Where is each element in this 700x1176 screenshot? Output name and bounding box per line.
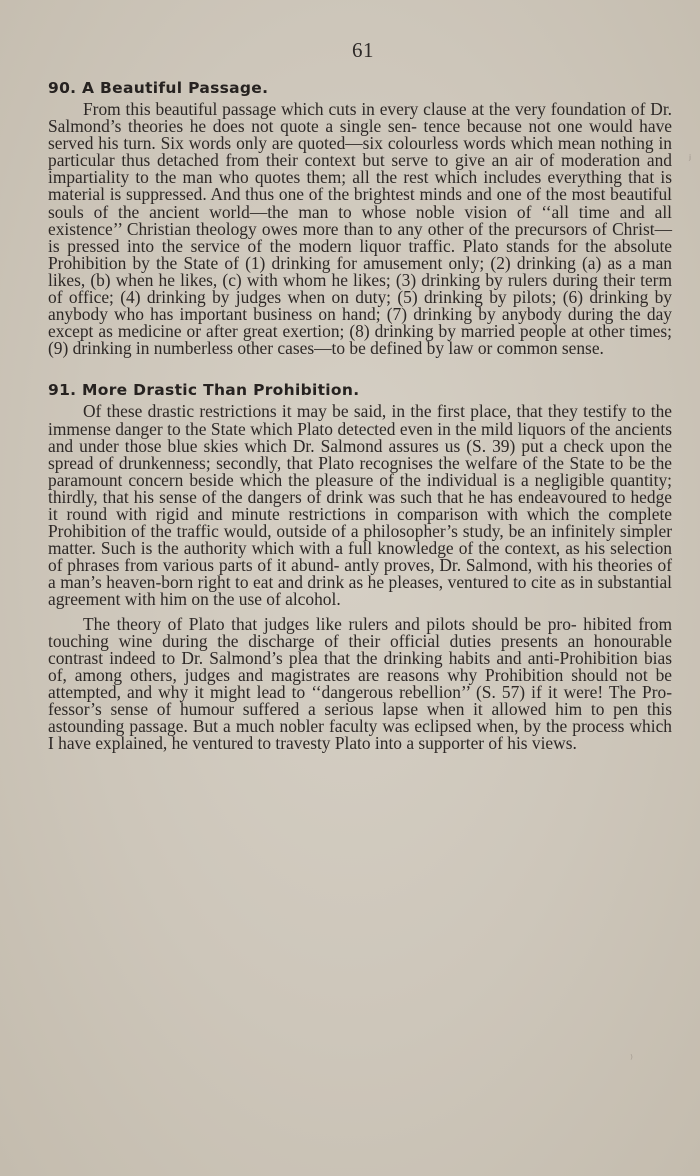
section-heading: 90. A Beautiful Passage. xyxy=(48,79,269,97)
page-number: 61 xyxy=(352,38,374,62)
section-heading: 91. More Drastic Than Prohibition. xyxy=(48,381,360,400)
margin-speck: ⁾ xyxy=(630,1052,633,1066)
paragraph: From this beautiful passage which cuts in every clause at the very foundation of Dr. Salmond’s theories he does not quote a single sen- tence because not one would have served his turn. Six words only are quoted—six colourless words which mean nothing in particular thus detached from their context but serve to give an air of moderation and impartiality to the man who quotes them; all the rest which includes everything that is material is suppressed. And thus one of the brightest minds and one of the most beautiful souls of the ancient world—the man to whose noble vision of ‘‘all time and all existence’’ Christian theology owes more than to any other of the precursors of Christ—is pressed into the service of the modern liquor traffic. Plato stands for the absolute Prohibition by the State of (1) drinking for amusement only; (2) drinking (a) as a man likes, (b) when he likes, (c) with whom he likes; (3) drinking by rulers during their term of office; (4) drinking by judges when on duty; (5) drinking by pilots; (6) drinking by anybody who has important business on hand; (7) drinking by anybody during the day except as medicine or after great exertion; (8) drinking by married people at other times; (9) drinking in numberless other cases—to be defined by law or common sense. xyxy=(48,99,672,359)
page-body xyxy=(48,77,672,752)
section-91 xyxy=(48,379,672,752)
margin-speck: ʲ xyxy=(689,152,692,166)
section-90 xyxy=(48,77,672,357)
paragraph: The theory of Plato that judges like rulers and pilots should be pro- hibited from touching wine during the discharge of their official duties presents an honourable contrast indeed to Dr. Salmond’s plea that the drinking habits and anti-Prohibition bias of, among others, judges and magistrates are reasons why Prohibition should not be attempted, and why it might lead to ‘‘dangerous rebellion’’ (S. 57) if it were! The Pro- fessor’s sense of humour suffered a serious lapse when it allowed him to pen this astounding passage. But a much nobler faculty was eclipsed when, by the process which I have explained, he ventured to travesty Plato into a supporter of his views. xyxy=(48,613,672,754)
paragraph: Of these drastic restrictions it may be said, in the first place, that they testify to the immense danger to the State which Plato detected even in the mild liquors of the ancients and under those blue skies which Dr. Salmond assures us (S. 39) put a check upon the spread of drunkenness; secondly, that Plato recognises the welfare of the State to be the paramount concern beside which the pleasure of the individual is a negligible quantity; thirdly, that his sense of the dangers of drink was such that he has endeavoured to hedge it round with rigid and minute restrictions in comparison with which the complete Prohibition of the traffic would, outside of a philosopher’s study, be an infinitely simpler matter. Such is the authority which with a full knowledge of the context, as his selection of phrases from various parts of it abund- antly proves, Dr. Salmond, with his theories of a man’s heaven-born right to eat and drink as he pleases, ventured to cite as in substantial agreement with him on the use of alcohol. xyxy=(48,401,672,610)
